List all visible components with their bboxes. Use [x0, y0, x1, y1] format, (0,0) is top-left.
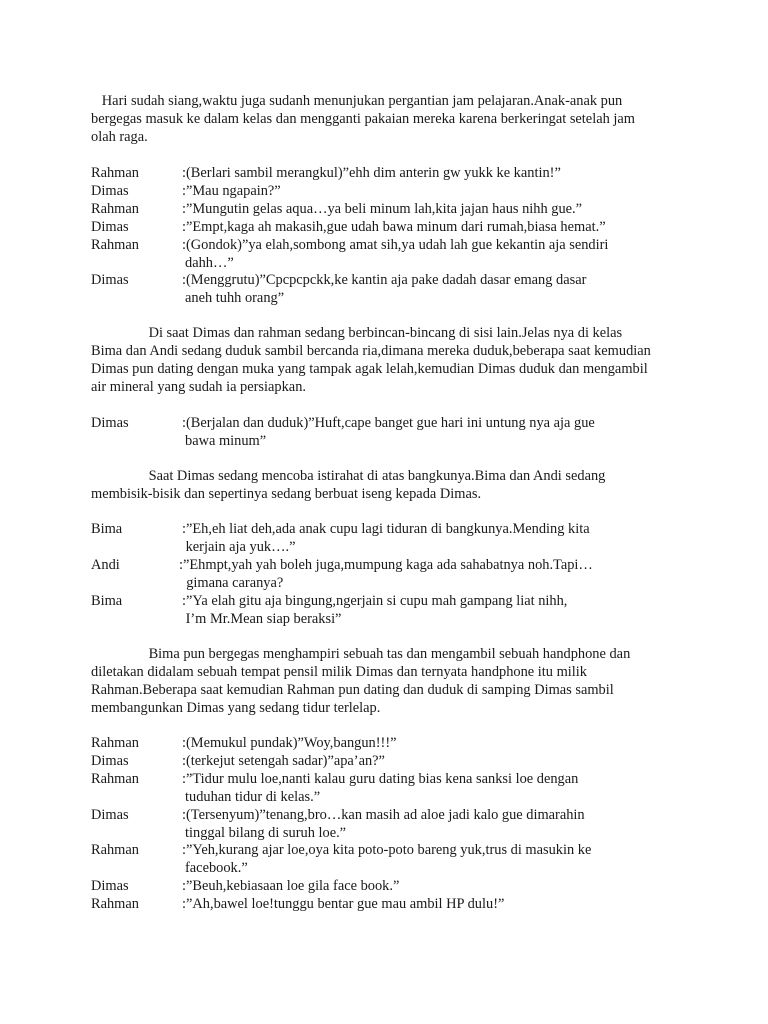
dialogue-row [91, 237, 691, 273]
dialogue-text: facebook.” [185, 860, 248, 877]
speaker-name: Rahman [91, 896, 139, 913]
text-line: Dimas pun dating dengan muka yang tampak agak lelah,kemudian Dimas duduk dan mengambil [91, 360, 648, 377]
narration-paragraph [91, 325, 691, 397]
text-line: diletakan didalam sebuah tempat pensil milik Dimas dan ternyata handphone itu milik [91, 663, 587, 680]
speaker-name: Rahman [91, 735, 139, 751]
speaker-name: Rahman [91, 236, 139, 253]
dialogue-text: I’m Mr.Mean siap beraksi” [182, 610, 342, 627]
dialogue-row [91, 878, 691, 896]
dialogue-block [91, 165, 691, 308]
speaker-name: Dimas [91, 878, 129, 895]
dialogue-row [91, 183, 691, 201]
dialogue-text: :”Ya elah gitu aja bingung,ngerjain si cupu mah gampang liat nihh, [182, 592, 568, 609]
dialogue-row [91, 593, 691, 629]
narration-paragraph [91, 468, 691, 504]
dialogue-row [91, 165, 691, 183]
text-line: membisik-bisik dan sepertinya sedang berbuat iseng kepada Dimas. [91, 485, 482, 502]
text-line: membangunkan Dimas yang sedang tidur terlelap. [91, 699, 381, 716]
dialogue-row [91, 415, 691, 451]
text-line: Bima pun bergegas menghampiri sebuah tas dan mengambil sebuah handphone dan [91, 646, 631, 662]
dialogue-text: :”Eh,eh liat deh,ada anak cupu lagi tiduran di bangkunya.Mending kita [182, 521, 590, 537]
narration-paragraph [91, 646, 691, 718]
dialogue-text: bawa minum” [185, 432, 267, 449]
text-line: Di saat Dimas dan rahman sedang berbincan-bincang di sisi lain.Jelas nya di kelas [91, 325, 623, 341]
dialogue-text: :”Ah,bawel loe!tunggu bentar gue mau ambil HP dulu!” [182, 896, 505, 913]
dialogue-row [91, 219, 691, 237]
speaker-name: Andi [91, 556, 120, 573]
text-line: olah raga. [91, 128, 148, 145]
dialogue-text: dahh…” [185, 254, 234, 271]
dialogue-text: :”Beuh,kebiasaan loe gila face book.” [182, 878, 400, 895]
dialogue-row [91, 807, 691, 843]
dialogue-text: :(terkejut setengah sadar)”apa’an?” [182, 752, 385, 769]
text-line: Hari sudah siang,waktu juga sudanh menunjukan pergantian jam pelajaran.Anak-anak pun [91, 93, 623, 109]
speaker-name: Rahman [91, 770, 139, 787]
dialogue-text: :”Ehmpt,yah yah boleh juga,mumpung kaga ada sahabatnya noh.Tapi… [179, 556, 593, 573]
speaker-name: Rahman [91, 842, 139, 859]
dialogue-block [91, 415, 691, 451]
dialogue-row [91, 842, 691, 878]
dialogue-text: :(Tersenyum)”tenang,bro…kan masih ad aloe jadi kalo gue dimarahin [182, 806, 585, 823]
dialogue-text: gimana caranya? [179, 574, 284, 591]
dialogue-row [91, 753, 691, 771]
dialogue-text: :(Berlari sambil merangkul)”ehh dim anterin gw yukk ke kantin!” [182, 165, 561, 181]
dialogue-block [91, 735, 691, 914]
speaker-name: Dimas [91, 182, 129, 199]
speaker-name: Bima [91, 592, 123, 609]
speaker-name: Dimas [91, 218, 129, 235]
dialogue-text: :”Yeh,kurang ajar loe,oya kita poto-poto bareng yuk,trus di masukin ke [182, 842, 592, 859]
text-line: Saat Dimas sedang mencoba istirahat di atas bangkunya.Bima dan Andi sedang [91, 468, 606, 484]
dialogue-row [91, 896, 691, 914]
text-line: Rahman.Beberapa saat kemudian Rahman pun dating dan duduk di samping Dimas sambil [91, 681, 614, 698]
dialogue-row [91, 201, 691, 219]
text-line: Bima dan Andi sedang duduk sambil bercanda ria,dimana mereka duduk,beberapa saat kemudian [91, 342, 651, 359]
speaker-name: Dimas [91, 752, 129, 769]
dialogue-text: tuduhan tidur di kelas.” [185, 788, 321, 805]
dialogue-block [91, 521, 691, 628]
speaker-name: Bima [91, 521, 123, 537]
dialogue-row [91, 521, 691, 557]
dialogue-text: :(Memukul pundak)”Woy,bangun!!!” [182, 735, 397, 751]
speaker-name: Dimas [91, 806, 129, 823]
speaker-name: Rahman [91, 165, 139, 181]
narration-paragraph [91, 93, 691, 147]
text-line: air mineral yang sudah ia persiapkan. [91, 378, 306, 395]
dialogue-text: :”Mungutin gelas aqua…ya beli minum lah,kita jajan haus nihh gue.” [182, 200, 583, 217]
dialogue-text: :”Tidur mulu loe,nanti kalau guru dating bias kena sanksi loe dengan [182, 770, 579, 787]
speaker-name: Rahman [91, 200, 139, 217]
dialogue-row [91, 272, 691, 308]
dialogue-text: kerjain aja yuk….” [182, 538, 296, 555]
speaker-name: Dimas [91, 272, 129, 289]
dialogue-text: tinggal bilang di suruh loe.” [185, 824, 347, 841]
text-line: bergegas masuk ke dalam kelas dan mengganti pakaian mereka karena berkeringat setelah jam [91, 110, 635, 127]
dialogue-text: aneh tuhh orang” [185, 290, 285, 307]
dialogue-text: :(Gondok)”ya elah,sombong amat sih,ya udah lah gue kekantin aja sendiri [182, 236, 609, 253]
dialogue-text: :(Berjalan dan duduk)”Huft,cape banget gue hari ini untung nya aja gue [182, 415, 595, 431]
speaker-name: Dimas [91, 415, 129, 431]
dialogue-row [91, 557, 691, 593]
dialogue-row [91, 735, 691, 753]
dialogue-text: :”Mau ngapain?” [182, 182, 281, 199]
dialogue-row [91, 771, 691, 807]
dialogue-text: :”Empt,kaga ah makasih,gue udah bawa minum dari rumah,biasa hemat.” [182, 218, 606, 235]
dialogue-text: :(Menggrutu)”Cpcpcpckk,ke kantin aja pake dadah dasar emang dasar [182, 272, 587, 289]
